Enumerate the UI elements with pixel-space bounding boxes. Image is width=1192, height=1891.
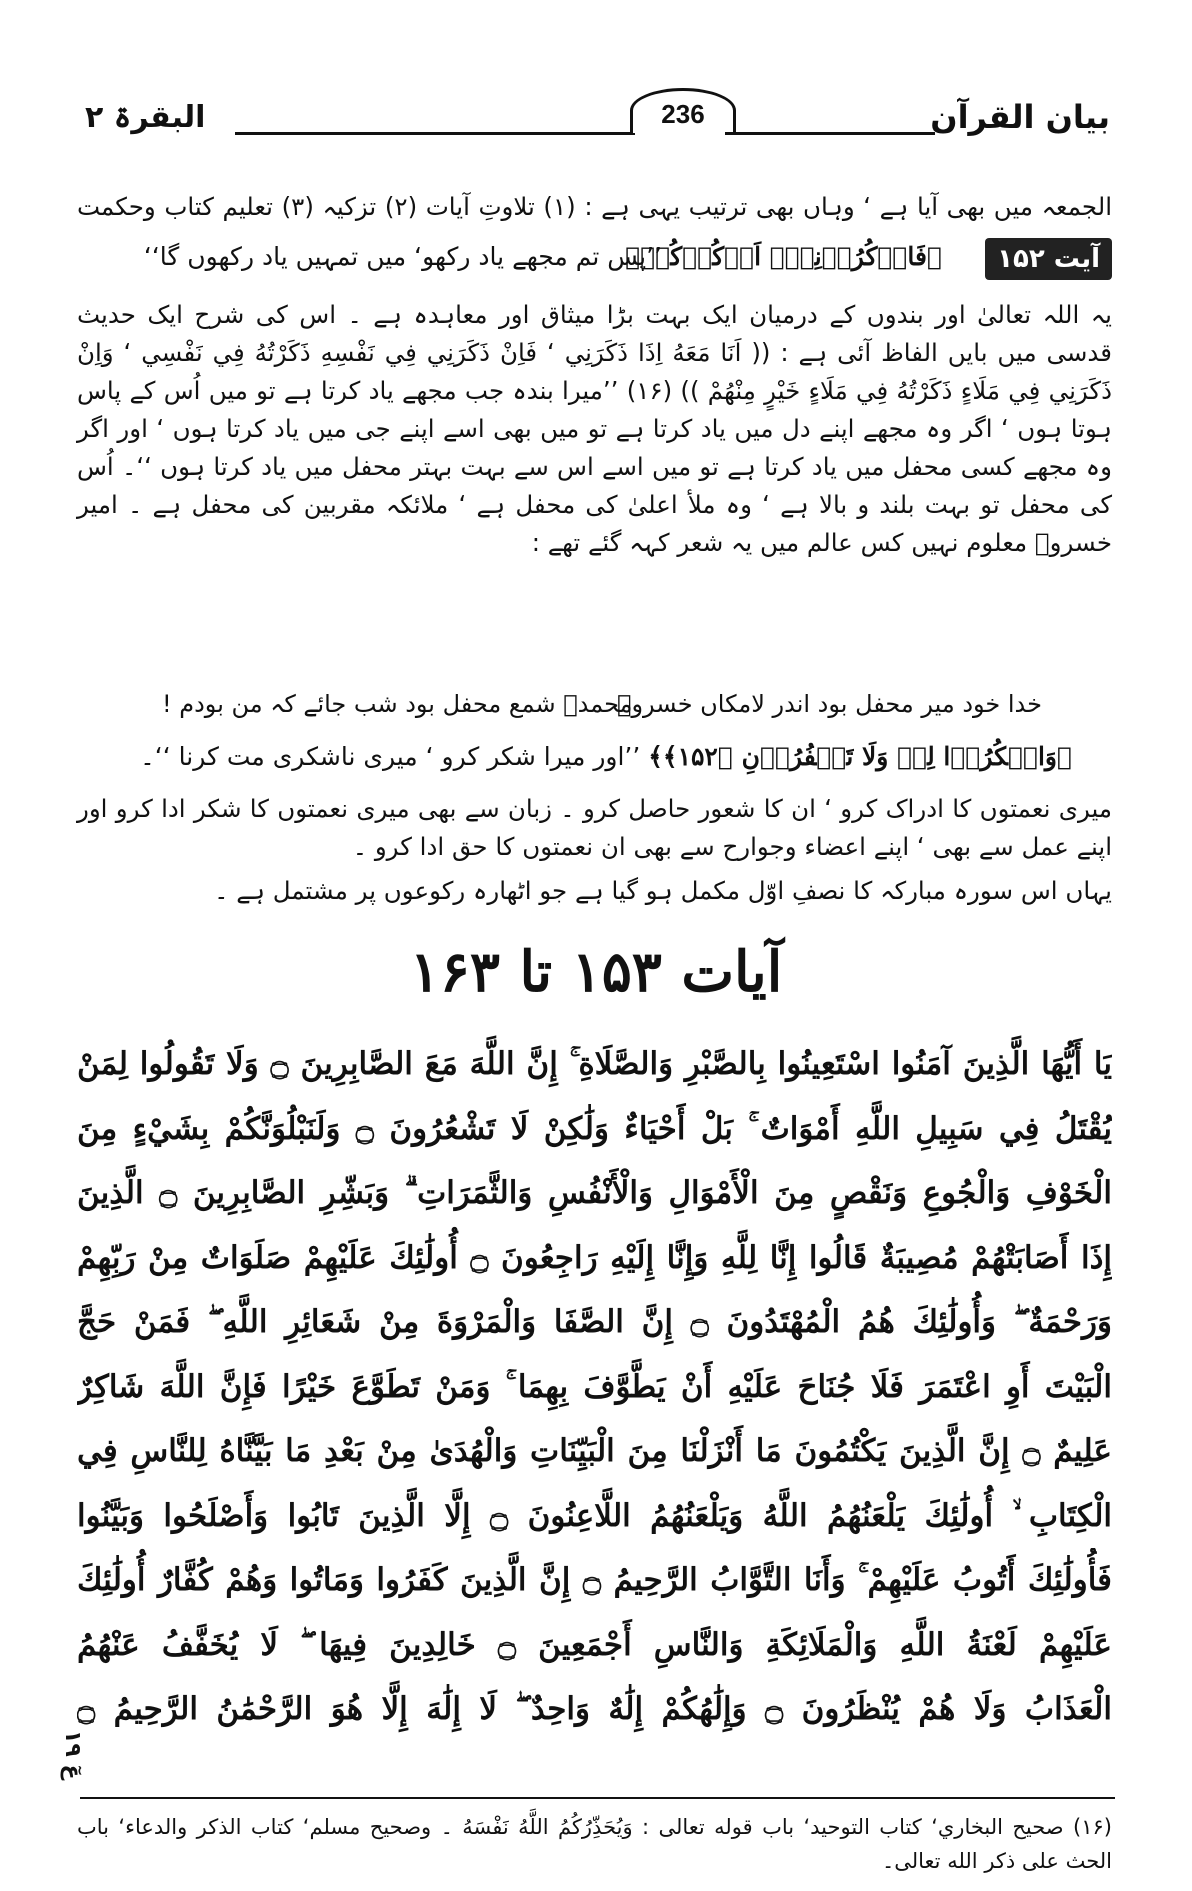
quran-line: يُقْتَلُ فِي سَبِيلِ اللَّهِ أَمْوَاتٌ ۚ بَلْ أَحْيَاءٌ وَلَٰكِنْ لَا تَشْعُرُونَ ۝ وَلَنَبْلُوَنَّكُمْ بِشَيْءٍ مِنَ — [77, 1110, 1112, 1147]
section-heading: آیات ۱۵۳ تا ۱۶۳ — [409, 939, 783, 1005]
commentary-paragraph-3: میری نعمتوں کا ادراک کرو ‘ ان کا شعور حاصل کرو ۔ زبان سے بھی میری نعمتوں کا شکر ادا کرو اور اپنے عمل سے بھی ‘ اپنے اعضاء وجوارح سے بھی ان نعمتوں کا حق ادا کرو ۔ — [77, 794, 1112, 861]
header-book-title: بیان القرآن — [930, 98, 1110, 136]
quran-line: الْكِتَابِ ۙ أُولَٰئِكَ يَلْعَنُهُمُ اللَّهُ وَيَلْعَنُهُمُ اللَّاعِنُونَ ۝ إِلَّا الَّذِينَ تَابُوا وَأَصْلَحُوا وَبَيَّنُوا — [77, 1497, 1112, 1534]
ayat-arabic-text: ﴿فَاذۡکُرُوۡنِیۡۤ اَذۡکُرۡکُمۡ﴾ — [625, 242, 942, 271]
header-surah-name: البقرۃ ۲ — [85, 100, 206, 135]
couplet-misra-2: محمدؐ شمع محفل بود شب جائے کہ من بودم ! — [162, 690, 633, 718]
ruku-marker: عٓ ۱۹ — [60, 1730, 85, 1780]
ayat-number-badge: آیت ۱۵۲ — [985, 238, 1112, 280]
quran-line: عَلَيْهِمْ لَعْنَةُ اللَّهِ وَالْمَلَائِكَةِ وَالنَّاسِ أَجْمَعِينَ ۝ خَالِدِينَ فِيهَا ۖ لَا يُخَفَّفُ عَنْهُمُ — [77, 1626, 1112, 1663]
footnote-divider — [80, 1797, 1115, 1799]
quran-line: وَرَحْمَةٌ ۖ وَأُولَٰئِكَ هُمُ الْمُهْتَدُونَ ۝ إِنَّ الصَّفَا وَالْمَرْوَةَ مِنْ شَعَائِرِ اللَّهِ ۖ فَمَنْ حَجَّ — [77, 1304, 1112, 1340]
commentary-paragraph-2: یہ اللہ تعالیٰ اور بندوں کے درمیان ایک بہت بڑا میثاق اور معاہدہ ہے ۔ اس کی شرح ایک حدیث قدسی میں بایں الفاظ آئی ہے : (( اَنَا مَعَهُ اِذَا ذَكَرَنِي ‘ فَاِنْ ذَكَرَنِي فِي نَفْسِهِ ذَكَرْتُهُ فِي نَفْسِي ‘ وَاِنْ ذَكَرَنِي فِي مَلَاءٍ ذَكَرْتُهُ فِي مَلَاءٍ خَيْرٍ مِنْهُمْ )) (۱۶) ’’میرا بندہ جب مجھے یاد کرتا ہے تو میں اُس کے پاس ہوتا ہوں ‘ اگر وہ مجھے اپنے دل میں یاد کرتا ہے تو میں بھی اسے اپنے جی میں یاد کرتا ہوں ‘ اور اگر وہ مجھے کسی محفل میں یاد کرتا ہے تو میں اسے اس سے بہت بہتر محفل میں یاد کرتا ہوں ‘‘۔ اُس کی محفل تو بہت بلند و بالا ہے ‘ وہ ملأ اعلیٰ کی محفل ہے ‘ ملائکہ مقربین کی محفل ہے ۔ امیر خسروؒ معلوم نہیں کس عالم میں یہ شعر کہہ گئے تھے : — [77, 300, 1112, 557]
quran-line: فَأُولَٰئِكَ أَتُوبُ عَلَيْهِمْ ۚ وَأَنَا التَّوَّابُ الرَّحِيمُ ۝ إِنَّ الَّذِينَ كَفَرُوا وَمَاتُوا وَهُمْ كُفَّارٌ أُولَٰئِكَ — [77, 1562, 1112, 1598]
header-rule-left — [235, 132, 635, 135]
ayat-arabic-text-2: ﴿وَاشۡکُرُوۡا لِیۡ وَلَا تَکۡفُرُوۡنِ ﴿۱۵۲﴾﴾ — [648, 742, 1072, 771]
quran-line: الْعَذَابُ وَلَا هُمْ يُنْظَرُونَ ۝ وَإِلَٰهُكُمْ إِلَٰهٌ وَاحِدٌ ۖ لَا إِلَٰهَ إِلَّا هُوَ الرَّحْمَٰنُ الرَّحِيمُ ۝ — [77, 1691, 1112, 1727]
quran-text-block — [77, 1032, 1112, 1742]
quran-line: الْخَوْفِ وَالْجُوعِ وَنَقْصٍ مِنَ الْأَمْوَالِ وَالْأَنْفُسِ وَالثَّمَرَاتِ ۗ وَبَشِّرِ الصَّابِرِينَ ۝ الَّذِينَ — [77, 1175, 1112, 1211]
commentary-paragraph-4: یہاں اس سورہ مبارکہ کا نصفِ اوّل مکمل ہو گیا ہے جو اٹھارہ رکوعوں پر مشتمل ہے ۔ — [214, 876, 1112, 905]
ayat-152-second-part — [140, 742, 1072, 771]
quran-line: إِذَا أَصَابَتْهُمْ مُصِيبَةٌ قَالُوا إِنَّا لِلَّهِ وَإِنَّا إِلَيْهِ رَاجِعُونَ ۝ أُولَٰئِكَ عَلَيْهِمْ صَلَوَاتٌ مِنْ رَبِّهِمْ — [77, 1239, 1112, 1276]
ayat-translation: ’’پس تم مجھے یاد رکھو‘ میں تمہیں یاد رکھوں گا‘‘ — [143, 242, 662, 271]
quran-line: عَلِيمٌ ۝ إِنَّ الَّذِينَ يَكْتُمُونَ مَا أَنْزَلْنَا مِنَ الْبَيِّنَاتِ وَالْهُدَىٰ مِنْ بَعْدِ مَا بَيَّنَّاهُ لِلنَّاسِ فِي — [77, 1433, 1112, 1469]
commentary-paragraph-1: الجمعہ میں بھی آیا ہے ‘ وہاں بھی ترتیب یہی ہے : (۱) تلاوتِ آیات (۲) تزکیہ (۳) تعلیم کتاب وحکمت — [77, 192, 1113, 221]
persian-couplet — [162, 690, 1042, 730]
ayat-translation-2: ’’اور میرا شکر کرو ‘ میری ناشکری مت کرنا ‘‘۔ — [140, 742, 641, 771]
quran-line: الْبَيْتَ أَوِ اعْتَمَرَ فَلَا جُنَاحَ عَلَيْهِ أَنْ يَطَّوَّفَ بِهِمَا ۚ وَمَنْ تَطَوَّعَ خَيْرًا فَإِنَّ اللَّهَ شَاكِرٌ — [77, 1368, 1112, 1405]
header-rule-right — [725, 132, 935, 135]
page-header — [85, 88, 1110, 158]
couplet-misra-1: خدا خود میر محفل بود اندر لامکاں خسروؔ — [617, 690, 1042, 718]
ayat-152-line — [77, 238, 1112, 282]
quran-line: يَا أَيُّهَا الَّذِينَ آمَنُوا اسْتَعِينُوا بِالصَّبْرِ وَالصَّلَاةِ ۚ إِنَّ اللَّهَ مَعَ الصَّابِرِينَ ۝ وَلَا تَقُولُوا لِمَنْ — [77, 1046, 1112, 1082]
page-number: 236 — [630, 88, 736, 133]
footnote: (۱۶) صحيح البخاري‘ كتاب التوحيد‘ باب قوله تعالى : وَيُحَذِّرُكُمُ اللَّهُ نَفْسَهُ ۔ وصحيح مسلم‘ كتاب الذكر والدعاء‘ باب الحث على ذكر الله تعالى۔ — [77, 1815, 1112, 1873]
